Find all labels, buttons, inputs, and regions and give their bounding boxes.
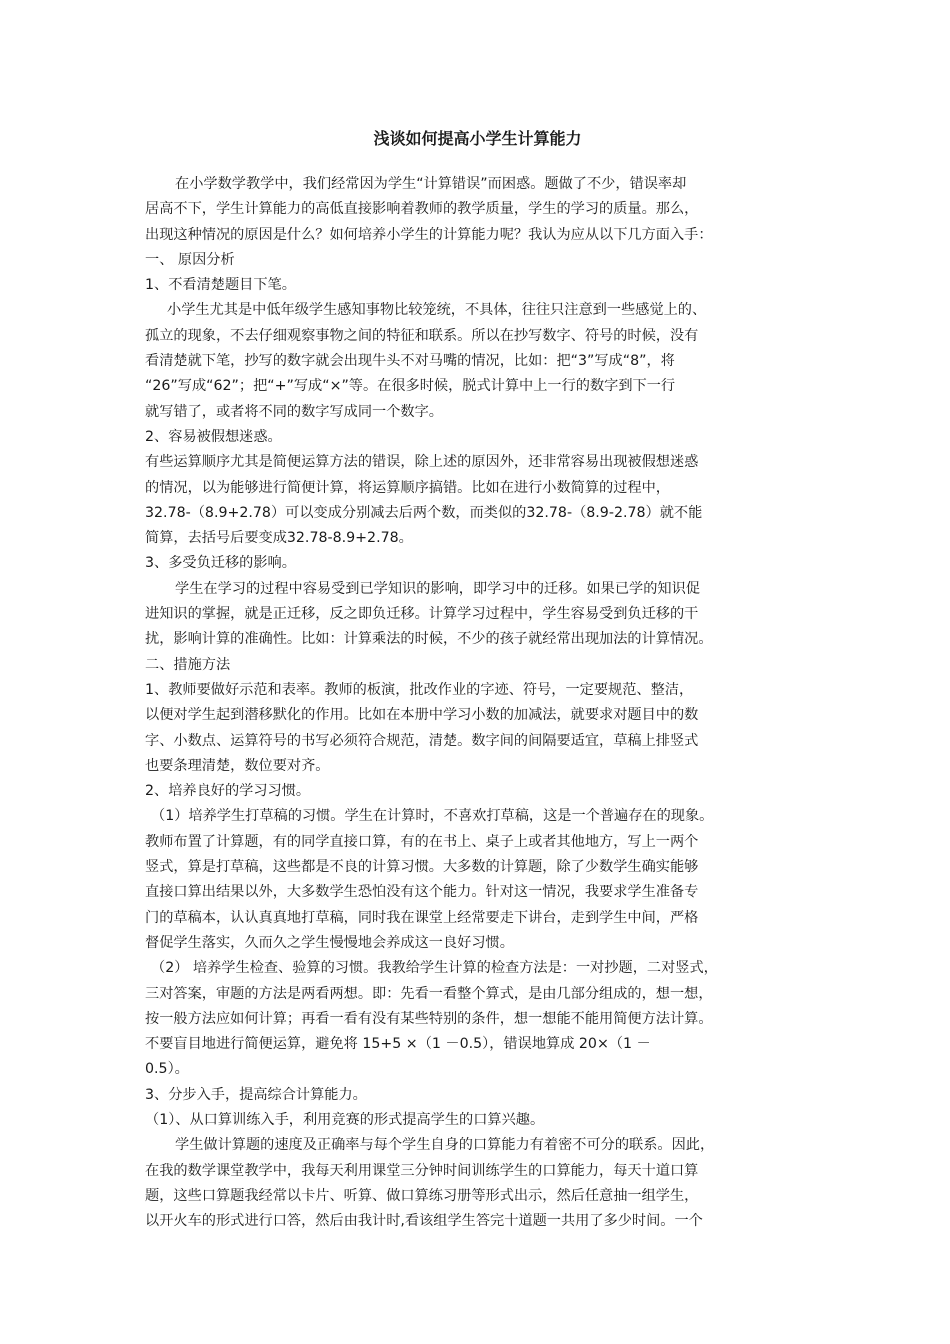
body-line: 在小学数学教学中，我们经常因为学生“计算错误”而困惑。题做了不少，错误率却 [175, 176, 687, 192]
body-line: 督促学生落实，久而久之学生慢慢地会养成这一良好习惯。 [145, 934, 514, 951]
body-line: 竖式，算是打草稿，这些都是不良的计算习惯。大多数的计算题，除了少数学生确实能够 [145, 859, 699, 876]
body-line: 题，这些口算题我经常以卡片、听算、做口算练习册等形式出示，然后任意抽一组学生， [145, 1187, 699, 1204]
body-line: 以开火车的形式进行口答，然后由我计时,看该组学生答完十道题一共用了多少时间。一个 [145, 1213, 703, 1230]
body-line: 3、分步入手，提高综合计算能力。 [145, 1086, 367, 1103]
body-line: 二、措施方法 [145, 656, 231, 673]
body-line: 小学生尤其是中低年级学生感知事物比较笼统，不具体，往往只注意到一些感觉上的、 [167, 302, 707, 319]
body-line: 一、 原因分析 [145, 251, 235, 268]
body-line: 2、容易被假想迷惑。 [145, 428, 282, 445]
body-line: 32.78-（8.9+2.78）可以变成分别减去后两个数，而类似的32.78-（8.9-2.78）就不能 [145, 504, 703, 521]
body-line: 就写错了，或者将不同的数字写成同一个数字。 [145, 403, 443, 420]
body-line: （1）、从口算训练入手，利用竞赛的形式提高学生的口算兴趣。 [145, 1111, 545, 1128]
body-line: 以便对学生起到潜移默化的作用。比如在本册中学习小数的加减法，就要求对题目中的数 [145, 707, 699, 724]
body-line: “26”写成“62”；把“+”写成“×”等。在很多时候，脱式计算中上一行的数字到下一行 [145, 378, 676, 395]
body-line: 居高不下，学生计算能力的高低直接影响着教师的教学质量，学生的学习的质量。那么， [145, 201, 699, 218]
body-line: 0.5）。 [145, 1061, 189, 1078]
body-line: 学生做计算题的速度及正确率与每个学生自身的口算能力有着密不可分的联系。因此， [175, 1137, 715, 1154]
body-line: 按一般方法应如何计算；再看一看有没有某些特别的条件，想一想能不能用简便方法计算。 [145, 1010, 713, 1027]
body-line: 进知识的掌握，就是正迁移，反之即负迁移。计算学习过程中，学生容易受到负迁移的干 [145, 606, 699, 623]
body-line: 2、培养良好的学习习惯。 [145, 783, 311, 800]
body-line: 3、多受负迁移的影响。 [145, 555, 296, 572]
body-line: 出现这种情况的原因是什么？如何培养小学生的计算能力呢？我认为应从以下几方面入手： [145, 226, 713, 243]
body-line: 不要盲目地进行简便运算，避免将 15+5 ×（1 －0.5），错误地算成 20×（1 － [145, 1036, 651, 1053]
body-line: 门的草稿本，认认真真地打草稿，同时我在课堂上经常要走下讲台，走到学生中间，严格 [145, 909, 699, 926]
body-line: 字、小数点、运算符号的书写必须符合规范，清楚。数字间的间隔要适宜，草稿上排竖式 [145, 732, 699, 749]
body-line: 1、教师要做好示范和表率。教师的板演，批改作业的字迹、符号，一定要规范、整洁， [145, 681, 694, 698]
body-line: 的情况，以为能够进行简便计算，将运算顺序搞错。比如在进行小数简算的过程中， [145, 479, 670, 496]
body-line: 也要条理清楚，数位要对齐。 [145, 757, 330, 774]
body-line: （1）培养学生打草稿的习惯。学生在计算时，不喜欢打草稿，这是一个普遍存在的现象。 [151, 808, 714, 825]
body-line: 简算，去括号后要变成32.78-8.9+2.78。 [145, 530, 413, 547]
body-line: 学生在学习的过程中容易受到已学知识的影响，即学习中的迁移。如果已学的知识促 [175, 580, 700, 597]
body-line: 在我的数学课堂教学中，我每天利用课堂三分钟时间训练学生的口算能力，每天十道口算 [145, 1162, 699, 1179]
body-line: 直接口算出结果以外，大多数学生恐怕没有这个能力。针对这一情况，我要求学生准备专 [145, 884, 699, 901]
body-line: （2） 培养学生检查、验算的习惯。我教给学生计算的检查方法是：一对抄题，二对竖式， [151, 960, 718, 977]
body-line: 孤立的现象，不去仔细观察事物之间的特征和联系。所以在抄写数字、符号的时候，没有 [145, 327, 699, 344]
document-title: 浅谈如何提高小学生计算能力 [373, 129, 582, 148]
body-line: 教师布置了计算题，有的同学直接口算，有的在书上、桌子上或者其他地方，写上一两个 [145, 833, 699, 850]
body-line: 看清楚就下笔，抄写的数字就会出现牛头不对马嘴的情况，比如：把“3”写成“8”，将 [145, 353, 675, 370]
document-page [145, 126, 810, 1234]
document-body [145, 172, 810, 1234]
body-line: 三对答案，审题的方法是两看两想。即：先看一看整个算式，是由几部分组成的，想一想， [145, 985, 713, 1002]
body-line: 1、不看清楚题目下笔。 [145, 277, 296, 294]
body-line: 扰，影响计算的准确性。比如：计算乘法的时候，不少的孩子就经常出现加法的计算情况。 [145, 631, 713, 648]
body-line: 有些运算顺序尤其是简便运算方法的错误，除上述的原因外，还非常容易出现被假想迷惑 [145, 454, 699, 471]
